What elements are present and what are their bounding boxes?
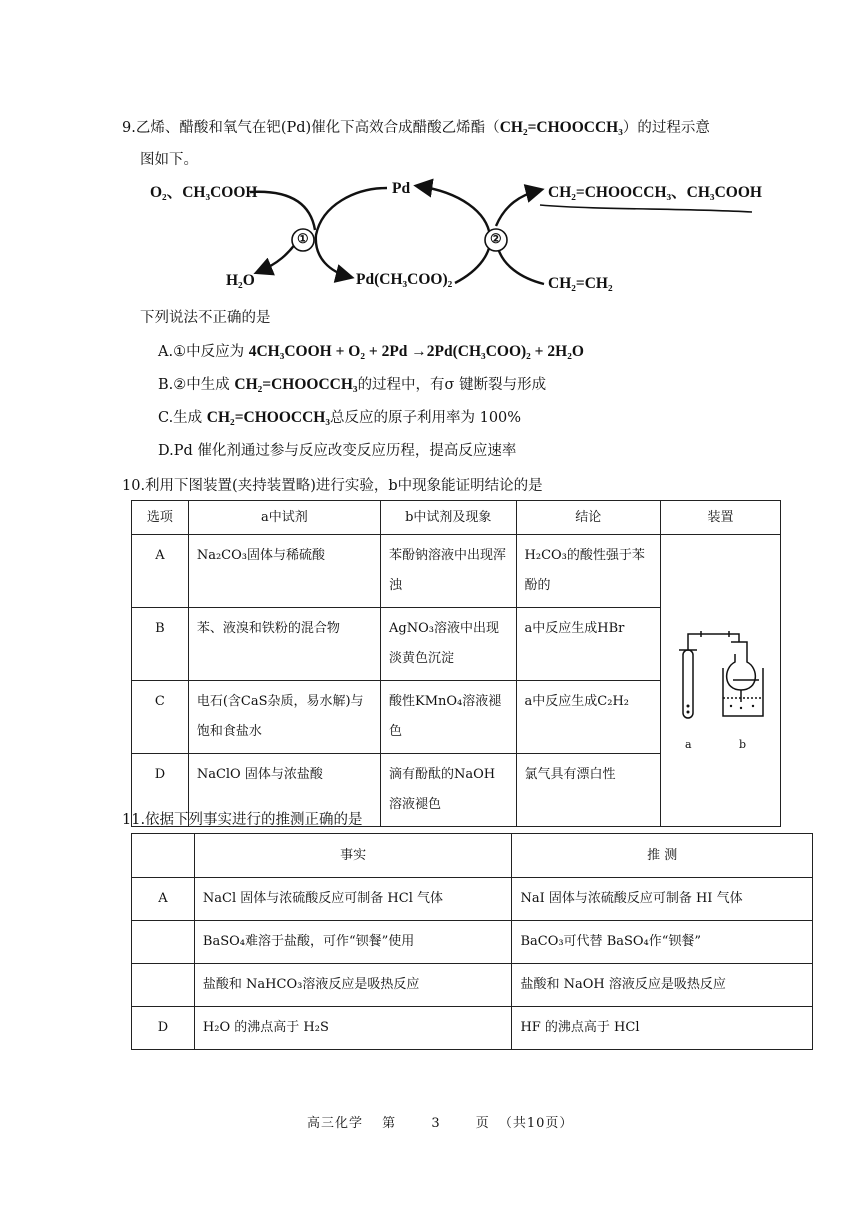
q11-stem: 11.依据下列事实进行的推测正确的是 (122, 812, 363, 828)
q9-stem-line2: 图如下。 (140, 152, 198, 168)
q9-left-arc-top (250, 192, 315, 230)
q9-right-arc-in (498, 248, 544, 284)
q9-right-arc-out (496, 190, 540, 226)
footer-page-number: 3 (431, 1116, 441, 1131)
footer-ye: 页 (475, 1116, 490, 1131)
table-row: A NaCl 固体与浓硫酸反应可制备 HCl 气体 NaI 固体与浓硫酸反应可制备 HI 气体 (132, 878, 813, 921)
q9-catalyst-pd: Pd (392, 180, 411, 197)
q10-stem: 10.利用下图装置(夹持装置略)进行实验，b中现象能证明结论的是 (122, 478, 543, 494)
q10-header-option: 选项 (132, 501, 189, 535)
page-footer (307, 1112, 573, 1131)
q9-right-arc-left (418, 186, 490, 283)
footer-subject: 高三化学 (307, 1116, 364, 1131)
q11-header-blank (132, 834, 195, 878)
q9-cycle-diagram (0, 0, 867, 310)
q10-header-conclusion: 结论 (516, 501, 660, 535)
q10-header-apparatus: 装置 (660, 501, 780, 535)
q10-header-row (132, 501, 781, 535)
q10-table (131, 500, 781, 827)
q10-header-a: a中试剂 (188, 501, 380, 535)
q9-option-b: B.②中生成 CH₂=CHOOCCH₃的过程中，有σ 键断裂与形成 (158, 376, 547, 393)
q11-header-guess: 推 测 (512, 834, 813, 878)
q9-step2-label: ② (490, 231, 502, 246)
q9-handwritten-underline (540, 205, 752, 212)
table-row: A Na₂CO₃固体与稀硫酸 苯酚钠溶液中出现浑浊 H₂CO₃的酸性强于苯酚的 a b (132, 535, 781, 608)
table-row: BaSO₄难溶于盐酸，可作“钡餐”使用 BaCO₃可代替 BaSO₄作“钡餐” (132, 921, 813, 964)
q11-table (131, 833, 813, 1050)
q9-output-right: CH₂=CHOOCCH₃、CH₃COOH (548, 184, 762, 201)
q9-option-d: D.Pd 催化剂通过参与反应改变反应历程，提高反应速率 (158, 443, 517, 459)
q9-left-arc-right (316, 188, 387, 277)
q9-input-left: O₂、CH₃COOH (150, 184, 258, 201)
q9-stem-line1: 9.乙烯、醋酸和氧气在钯(Pd)催化下高效合成醋酸乙烯酯（CH₂=CHOOCCH₃）的过程示意 (122, 119, 710, 136)
q10-apparatus-label-b: b (738, 737, 747, 751)
table-row: C 电石(含CaS杂质，易水解)与饱和食盐水 酸性KMnO₄溶液褪色 a中反应生成C₂H₂ (132, 681, 781, 754)
q9-option-a: A.①中反应为 4CH₃COOH + O₂ + 2Pd →2Pd(CH₃COO)₂ + 2H₂O (158, 343, 584, 360)
table-row: 盐酸和 NaHCO₃溶液反应是吸热反应 盐酸和 NaOH 溶液反应是吸热反应 (132, 964, 813, 1007)
footer-total: （共10页） (498, 1116, 574, 1131)
q10-apparatus-drawing (661, 610, 780, 740)
q9-output-water: H₂O (226, 272, 255, 289)
footer-di: 第 (382, 1116, 397, 1131)
q10-header-b: b中试剂及现象 (381, 501, 517, 535)
q11-header-row (132, 834, 813, 878)
q10-apparatus-label-a: a (684, 737, 692, 751)
q10-apparatus-cell (660, 535, 780, 827)
table-row: D NaClO 固体与浓盐酸 滴有酚酞的NaOH 溶液褪色 氯气具有漂白性 (132, 754, 781, 827)
table-row: B 苯、液溴和铁粉的混合物 AgNO₃溶液中出现淡黄色沉淀 a中反应生成HBr (132, 608, 781, 681)
table-row: D H₂O 的沸点高于 H₂S HF 的沸点高于 HCl (132, 1007, 813, 1050)
q9-prompt: 下列说法不正确的是 (140, 310, 271, 326)
q9-intermediate: Pd(CH₃COO)₂ (356, 271, 453, 288)
q9-step1-label: ① (297, 231, 309, 246)
q9-stem-formula: CH₂=CHOOCCH₃ (499, 119, 623, 136)
q9-option-c: C.生成 CH₂=CHOOCCH₃总反应的原子利用率为 100% (158, 409, 522, 426)
q11-header-fact: 事实 (194, 834, 512, 878)
q9-input-ethylene: CH₂=CH₂ (548, 275, 613, 292)
